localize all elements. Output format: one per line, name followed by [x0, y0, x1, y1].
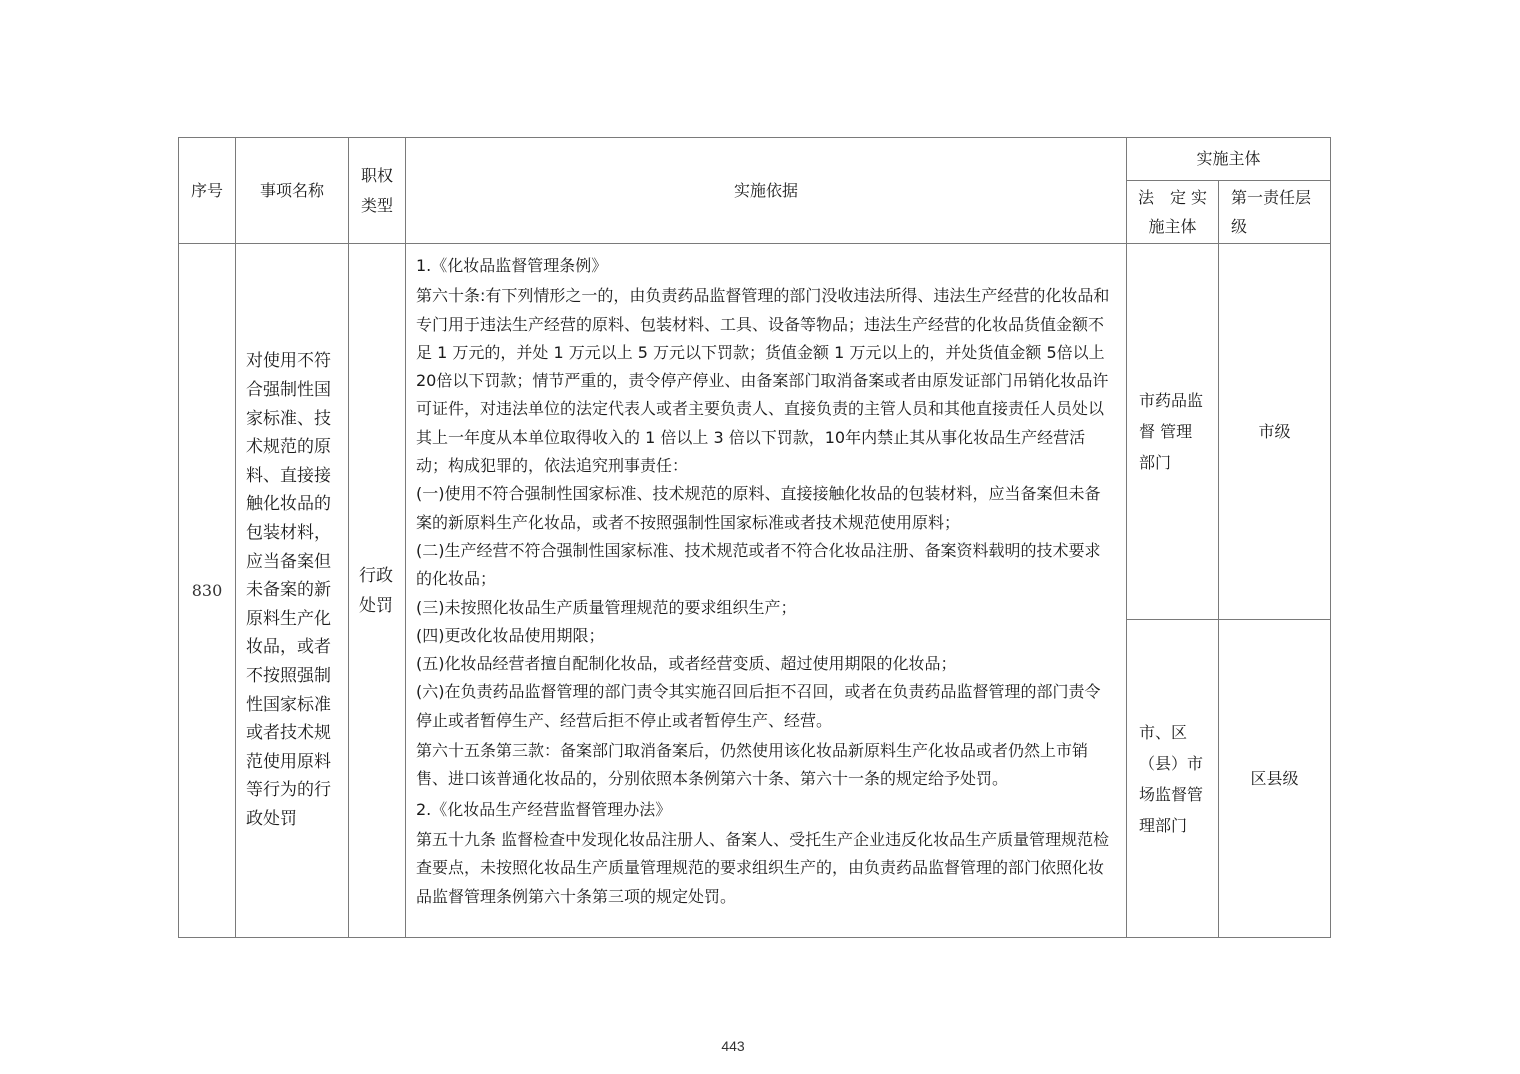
basis-line: 第五十九条 监督检查中发现化妆品注册人、备案人、受托生产企业违反化妆品生产质量管理规范检查要点，未按照化妆品生产质量管理规范的要求组织生产的，由负责药品监督管理的部门依照化妆品监督管理条例第六十条第三项的规定处罚。: [416, 829, 1110, 906]
row-power-type: 行政处罚: [349, 244, 406, 938]
basis-line: 第六十条:有下列情形之一的，由负责药品监督管理的部门没收违法所得、违法生产经营的化妆品和专门用于违法生产经营的原料、包装材料、工具、设备等物品；违法生产经营的化妆品货值金额不足 1 万元的，并处 1 万元以上 5 万元以下罚款；货值金额 1 万元以上的，并处货值金额 5倍以上 20倍以下罚款；情节严重的，责令停产停业、由备案部门取消备案或者由原发证部门吊销化妆品许可证件，对违法单位的法定代表人或者主要负责人、直接负责的主管人员和其他直接责任人员处以其上一年度从本单位取得收入的 1 倍以上 3 倍以下罚款，10年内禁止其从事化妆品生产经营活动；构成犯罪的，依法追究刑事责任：: [416, 286, 1110, 476]
row-level-district: 区县级: [1219, 620, 1331, 938]
basis-line: (四)更改化妆品使用期限；: [416, 625, 605, 645]
page-number: 443: [721, 1038, 745, 1054]
row-seq: 830: [179, 244, 236, 938]
basis-line: 第六十五条第三款：备案部门取消备案后，仍然使用该化妆品新原料生产化妆品或者仍然上市销售、进口该普通化妆品的，分别依照本条例第六十条、第六十一条的规定给予处罚。: [416, 741, 1089, 789]
row-basis: [406, 244, 1127, 938]
header-subject-group: 实施主体: [1127, 138, 1331, 181]
basis-line: (三)未按照化妆品生产质量管理规范的要求组织生产；: [416, 597, 797, 617]
header-legal-subject: [1127, 181, 1219, 244]
basis-line: (一)使用不符合强制性国家标准、技术规范的原料、直接接触化妆品的包装材料，应当备案但未备案的新原料生产化妆品，或者不按照强制性国家标准或者技术规范使用原料；: [416, 484, 1101, 532]
header-first-level: [1219, 181, 1331, 244]
row-legal-subject-city: 市药品监督 管理部门: [1127, 244, 1219, 620]
row-level-city: 市级: [1219, 244, 1331, 620]
header-first-level-label: 第一责任层级: [1231, 188, 1312, 236]
header-item-name: 事项名称: [236, 138, 349, 244]
enforcement-table: [178, 137, 1331, 938]
basis-line: (五)化妆品经营者擅自配制化妆品，或者经营变质、超过使用期限的化妆品；: [416, 654, 957, 674]
basis-line: 1.《化妆品监督管理条例》: [416, 256, 608, 275]
header-power-type-label: 职权类型: [360, 165, 393, 215]
header-seq: 序号: [179, 138, 236, 244]
header-legal-subject-label: 法 定 实施主体: [1137, 188, 1208, 236]
header-basis: 实施依据: [406, 138, 1127, 244]
basis-line: (六)在负责药品监督管理的部门责令其实施召回后拒不召回，或者在负责药品监督管理的部门责令停止或者暂停生产、经营后拒不停止或者暂停生产、经营。: [416, 682, 1101, 730]
basis-line: (二)生产经营不符合强制性国家标准、技术规范或者不符合化妆品注册、备案资料载明的技术要求的化妆品；: [416, 540, 1101, 589]
header-power-type: [349, 138, 406, 244]
basis-line: 2.《化妆品生产经营监督管理办法》: [416, 799, 672, 819]
row-item-name: 对使用不符合强制性国家标准、技术规范的原料、直接接触化妆品的包装材料，应当备案但未备案的新原料生产化妆品，或者不按照强制性国家标准或者技术规范使用原料等行为的行政处罚: [236, 244, 349, 938]
row-legal-subject-district: 市、区（县）市场监督管理部门: [1127, 620, 1219, 938]
